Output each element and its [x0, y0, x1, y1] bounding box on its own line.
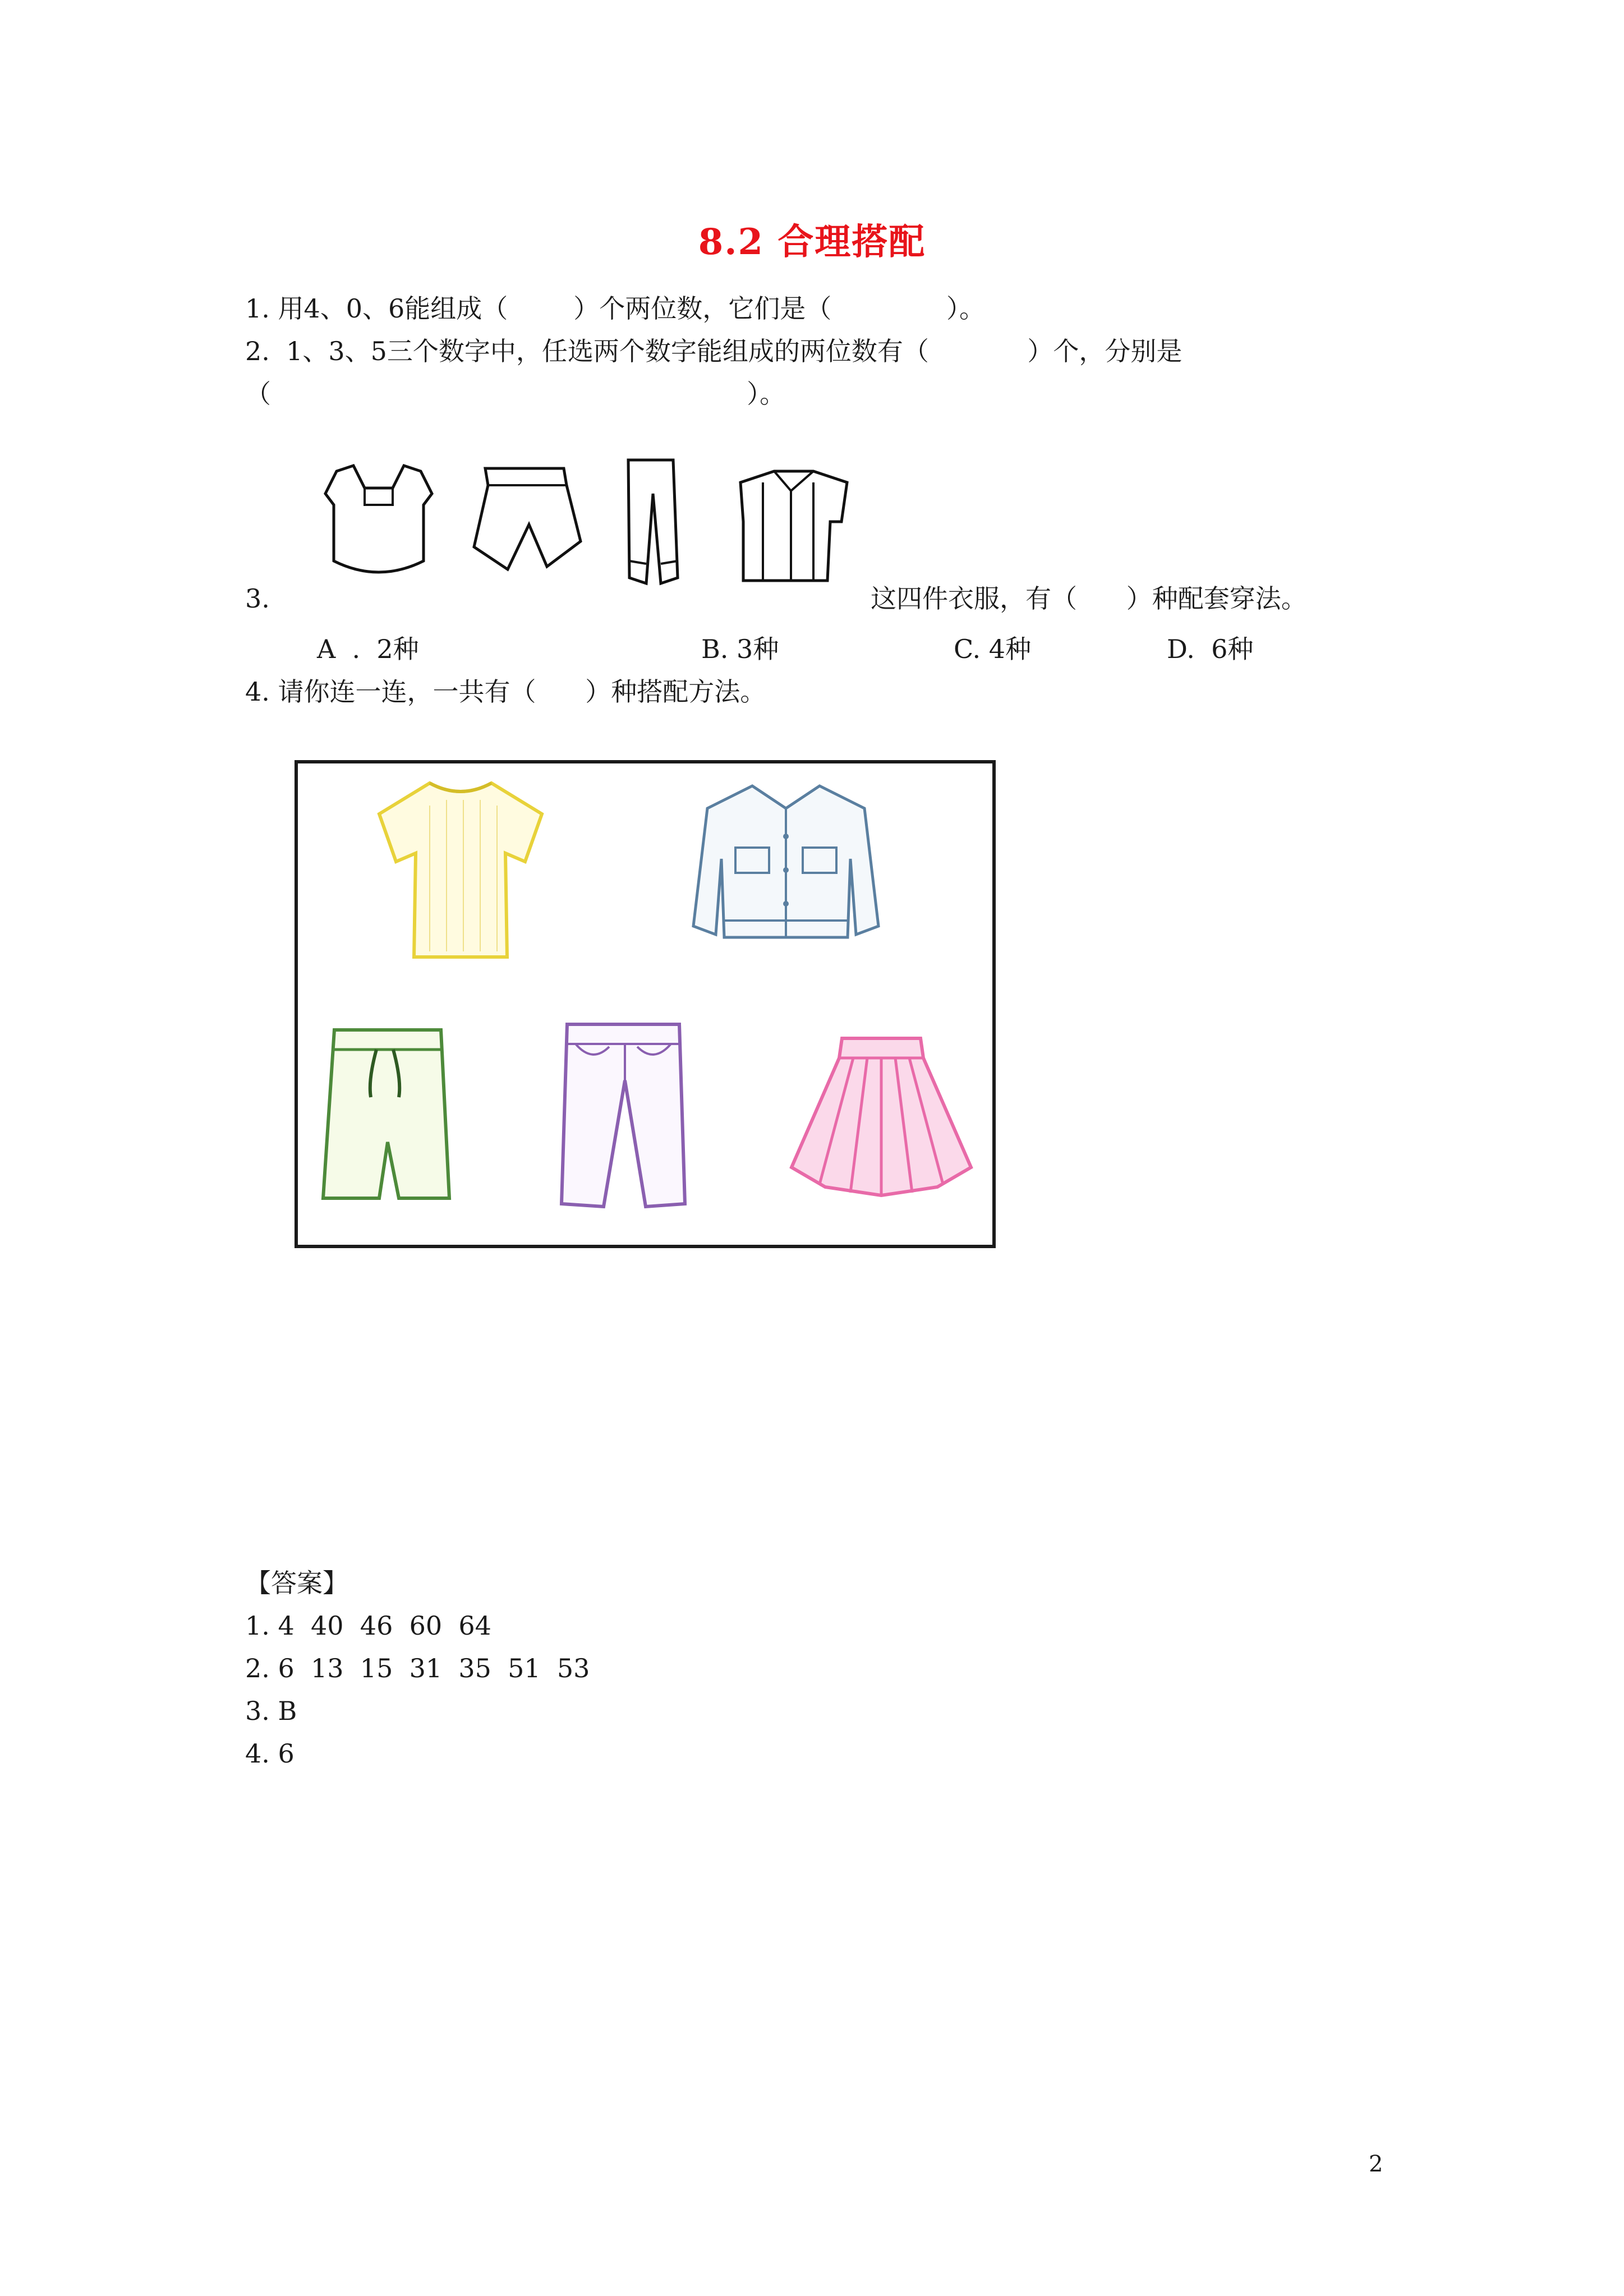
q4-jacket-illustration — [685, 775, 887, 954]
q3-option-b: B. 3种 — [701, 634, 779, 664]
answers-heading: 【答案】 — [245, 1568, 348, 1598]
answer-1: 1. 4 40 46 60 64 — [245, 1611, 491, 1641]
question-1: 1. 用4、0、6能组成（ ）个两位数，它们是（ ）。 — [245, 293, 985, 324]
q4-tshirt-illustration — [368, 772, 553, 963]
question-2-line-2: （ ）。 — [245, 379, 786, 409]
q3-pants-illustration — [606, 449, 696, 589]
q3-blouse-illustration — [314, 449, 443, 583]
q3-shorts-illustration — [463, 457, 592, 578]
page-number: 2 — [1369, 2151, 1383, 2177]
question-2-line-1: 2. 1、3、5三个数字中，任选两个数字能组成的两位数有（ ）个，分别是 — [245, 336, 1183, 366]
q3-option-a: A . 2种 — [317, 634, 419, 664]
answer-2: 2. 6 13 15 31 35 51 53 — [245, 1653, 590, 1683]
q4-skirt-illustration — [786, 1027, 977, 1207]
q4-clothing-frame — [295, 760, 996, 1248]
page-title: 8.2 合理搭配 — [698, 221, 926, 263]
question-4: 4. 请你连一连，一共有（ ）种搭配方法。 — [245, 677, 766, 707]
answer-3: 3. B — [245, 1696, 297, 1726]
answer-4: 4. 6 — [245, 1738, 295, 1769]
q3-shirt-illustration — [729, 460, 858, 589]
q4-shorts-illustration — [315, 1019, 455, 1209]
question-3-number: 3. — [245, 583, 270, 614]
question-3-text: 这四件衣服，有（ ）种配套穿法。 — [871, 583, 1307, 614]
q3-option-c: C. 4种 — [954, 634, 1032, 664]
q4-pants-illustration — [553, 1013, 693, 1215]
q3-option-d: D. 6种 — [1167, 634, 1254, 664]
